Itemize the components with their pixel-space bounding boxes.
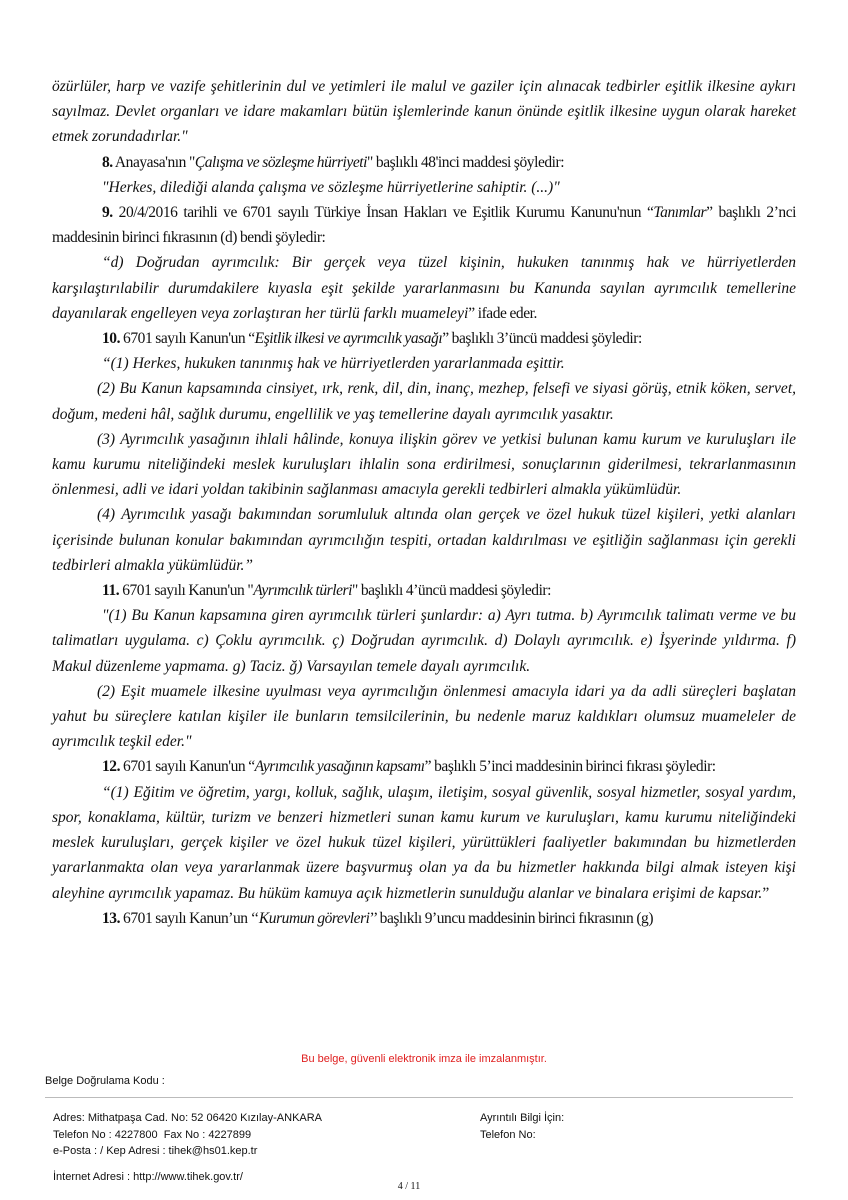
verification-code-label: Belge Doğrulama Kodu :	[45, 1075, 165, 1087]
paragraph-8-quote: "Herkes, dilediği alanda çalışma ve sözleşme hürriyetlerine sahiptir. (...)"	[102, 178, 560, 196]
footer-website: İnternet Adresi : http://www.tihek.gov.tr/	[53, 1171, 243, 1183]
footer-info-label: Ayrıntılı Bilgi İçin:	[480, 1112, 565, 1124]
paragraph-10-quote-2: (2) Bu Kanun kapsamında cinsiyet, ırk, renk, dil, din, inanç, mezhep, felsefi ve siyasi görüş, etnik köken, servet, doğum, medeni hâl, sağlık durumu, engellilik ve yaş temellerine dayalı ayrımcılık yasaktır.	[52, 380, 796, 423]
article-title: Tanımlar	[653, 204, 707, 222]
footer-info	[480, 1110, 564, 1143]
article-title: Çalışma ve sözleşme hürriyeti	[194, 153, 367, 171]
document-body	[52, 74, 796, 931]
footer-info-phone: Telefon No:	[480, 1128, 536, 1141]
paragraph-10-quote-4: (4) Ayrımcılık yasağı bakımından sorumluluk altında olan gerçek ve özel hukuk tüzel kişileri, yetki alanları içerisinde bulunan konular bakımından ayrımcılığın tespiti, ortadan kaldırılması ve eşitliğin sağlanması için gerekli tedbirleri almakla yükümlüdür.”	[52, 506, 796, 574]
paragraph-number: 9.	[102, 204, 113, 222]
paragraph-10-quote-1: “(1) Herkes, hukuken tanınmış hak ve hürriyetlerden yararlanmada eşittir.	[102, 355, 565, 373]
article-title: Eşitlik ilkesi ve ayrımcılık yasağı	[254, 330, 443, 348]
paragraph-10-quote-3: (3) Ayrımcılık yasağının ihlali hâlinde, konuya ilişkin görev ve yetkisi bulunan kamu kurum ve kuruluşları ile kamu kurumu niteliğindeki meslek kuruluşları ihlalin sona erdirilmesi, sonuçlarının giderilmesi, tekrarlanmasının önlenmesi, adli ve idari yoldan takibinin sağlanması amacıyla gerekli tedbirleri almakla yükümlüdür.	[52, 430, 796, 499]
paragraph-8: 8. Anayasa'nın "Çalışma ve sözleşme hürriyeti" başlıklı 48'inci maddesi şöyledir:	[102, 153, 565, 171]
article-title: Kurumun görevleri	[258, 909, 370, 927]
article-title: Ayrımcılık yasağının kapsamı	[254, 758, 425, 776]
paragraph-number: 8.	[102, 153, 113, 171]
paragraph-9: 9. 20/4/2016 tarihli ve 6701 sayılı Türkiye İnsan Hakları ve Eşitlik Kurumu Kanunu'nun “Tanımlar” başlıklı 2’nci maddesinin birinci fıkrasının (d) bendi şöyledir:	[52, 204, 796, 247]
footer-email: e-Posta : / Kep Adresi : tihek@hs01.kep.tr	[53, 1145, 258, 1157]
paragraph-11: 11. 6701 sayılı Kanun'un "Ayrımcılık türleri" başlıklı 4’üncü maddesi şöyledir:	[102, 582, 552, 600]
paragraph-11-quote-2: (2) Eşit muamele ilkesine uyulması veya ayrımcılığın önlenmesi amacıyla idari ya da adli süreçleri başlatan yahut bu süreçlere katılan kişiler ile bunların temsilcilerinin, bu nedenle maruz kaldıkları olumsuz muameleler de ayrımcılık teşkil eder."	[52, 682, 796, 751]
paragraph-13: 13. 6701 sayılı Kanun’un ‘‘Kurumun görevleri’’ başlıklı 9’uncu maddesinin birinci fıkrasının (g)	[102, 909, 654, 927]
footer-divider	[45, 1097, 793, 1098]
footer-contact	[53, 1110, 322, 1160]
paragraph-number: 11.	[102, 582, 120, 600]
paragraph-12: 12. 6701 sayılı Kanun'un “Ayrımcılık yasağının kapsamı” başlıklı 5’inci maddesinin birinci fıkrası şöyledir:	[102, 758, 716, 776]
paragraph-number: 12.	[102, 758, 121, 776]
e-signature-note: Bu belge, güvenli elektronik imza ile imzalanmıştır.	[301, 1053, 547, 1065]
paragraph-7-continuation: özürlüler, harp ve vazife şehitlerinin dul ve yetimleri ile malul ve gaziler için alınacak tedbirler eşitlik ilkesine aykırı sayılmaz. Devlet organları ve idare makamları bütün işlemlerinde kanun önünde eşitlik ilkesine uygun olarak hareket etmek zorundadırlar."	[52, 78, 796, 146]
page-number: 4 / 11	[397, 1181, 421, 1192]
paragraph-number: 13.	[102, 909, 121, 927]
paragraph-12-quote: “(1) Eğitim ve öğretim, yargı, kolluk, sağlık, ulaşım, iletişim, sosyal güvenlik, sosyal hizmetler, sosyal yardım, spor, konaklama, kültür, turizm ve benzeri hizmetleri sunan kamu kurum ve kuruluşları, kamu kurumu niteliğindeki meslek kuruluşları, gerçek kişiler ve özel hukuk tüzel kişileri, yürüttükleri faaliyetler bakımından bu hizmetlerden yararlanmakta olan veya yararlanmak üzere başvurmuş olan ya da bu hizmetler hakkında bilgi almak isteyen kişi aleyhine ayrımcılık yapamaz. Bu hüküm kamuya açık hizmetlerin sunulduğu alanlar ve binalara erişimi de kapsar.”	[52, 783, 796, 902]
paragraph-10: 10. 6701 sayılı Kanun'un “Eşitlik ilkesi ve ayrımcılık yasağı” başlıklı 3’üncü maddesi şöyledir:	[102, 330, 642, 348]
paragraph-11-quote-1: "(1) Bu Kanun kapsamına giren ayrımcılık türleri şunlardır: a) Ayrı tutma. b) Ayrımcılık talimatı verme ve bu talimatları uygulama. c) Çoklu ayrımcılık. ç) Doğrudan ayrımcılık. d) Dolaylı ayrımcılık. e) İşyerinde yıldırma. f) Makul düzenleme yapmama. g) Taciz. ğ) Varsayılan temele dayalı ayrımcılık.	[52, 607, 796, 675]
footer-phone: Telefon No : 4227800 Fax No : 4227899	[53, 1128, 252, 1141]
paragraph-9-quote: “d) Doğrudan ayrımcılık: Bir gerçek veya tüzel kişinin, hukuken tanınmış hak ve hürriyetlerden karşılaştırılabilir durumdakilere kıyasla eşit şekilde yararlanmasını bu Kanunda sayılan ayrımcılık temellerine dayanılarak engelleyen veya zorlaştıran her türlü farklı muameleyi” ifade eder.	[52, 254, 796, 322]
paragraph-number: 10.	[102, 330, 121, 348]
article-title: Ayrımcılık türleri	[253, 582, 352, 600]
footer-address: Adres: Mithatpaşa Cad. No: 52 06420 Kızılay-ANKARA	[53, 1112, 323, 1124]
